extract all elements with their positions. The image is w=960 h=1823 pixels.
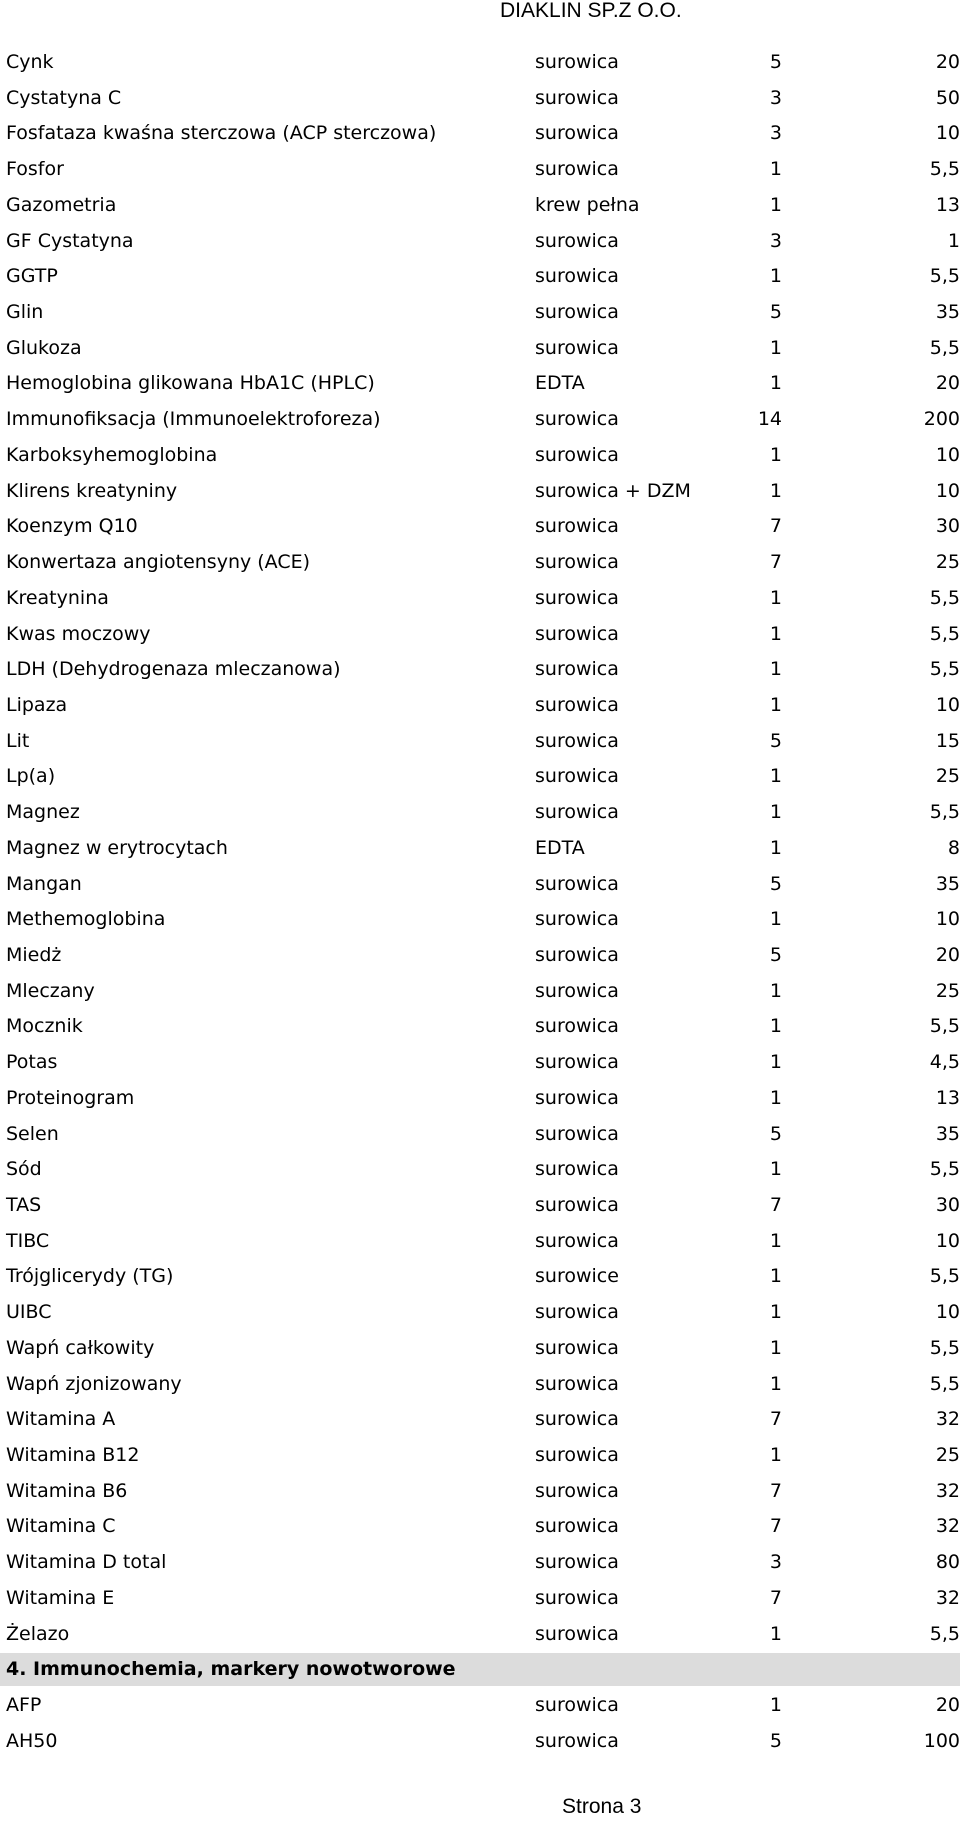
- sample-material: krew pełna: [535, 193, 640, 216]
- sample-material: surowica: [535, 1444, 619, 1467]
- section-header: [0, 1653, 960, 1686]
- table-row: [0, 759, 960, 795]
- sample-material: surowica: [535, 265, 619, 288]
- table-row: [0, 81, 960, 117]
- test-name: UIBC: [6, 1301, 52, 1324]
- table-row: [0, 1224, 960, 1260]
- test-name: Sód: [6, 1158, 42, 1181]
- test-price: 4,5: [929, 1051, 960, 1074]
- table-row: [0, 1295, 960, 1331]
- test-price: 32: [935, 1515, 960, 1538]
- test-name: Cystatyna C: [6, 86, 122, 109]
- test-price: 5,5: [929, 1265, 960, 1288]
- sample-material: surowica: [535, 336, 619, 359]
- sample-material: surowica: [535, 51, 619, 73]
- sample-material: surowica: [535, 765, 619, 788]
- turnaround-days: 1: [769, 586, 782, 609]
- table-row: [0, 688, 960, 724]
- test-name: Kreatynina: [6, 586, 109, 609]
- test-name: Mleczany: [6, 979, 95, 1002]
- test-price: 30: [935, 1194, 960, 1216]
- test-name: Kwas moczowy: [6, 622, 151, 645]
- test-name: GGTP: [6, 265, 58, 288]
- table-row: [0, 1331, 960, 1367]
- table-row: [0, 1117, 960, 1153]
- test-name: TIBC: [6, 1229, 50, 1252]
- sample-material: surowica: [535, 408, 619, 431]
- test-price: 13: [935, 193, 960, 216]
- test-name: LDH (Dehydrogenaza mleczanowa): [6, 658, 341, 681]
- table-row: [0, 1367, 960, 1403]
- test-price: 5,5: [929, 801, 960, 824]
- table-row: [0, 581, 960, 617]
- test-price: 25: [935, 1444, 960, 1467]
- table-row: [0, 152, 960, 188]
- turnaround-days: 1: [769, 1694, 782, 1717]
- sample-material: surowica: [535, 158, 619, 181]
- test-name: Magnez w erytrocytach: [6, 836, 228, 859]
- sample-material: EDTA: [535, 836, 585, 859]
- test-name: Lipaza: [6, 693, 68, 716]
- test-price: 80: [935, 1551, 960, 1574]
- sample-material: surowica: [535, 1194, 619, 1216]
- sample-material: surowica: [535, 693, 619, 716]
- turnaround-days: 5: [769, 1122, 782, 1145]
- sample-material: surowica: [535, 551, 619, 574]
- table-row: [0, 1438, 960, 1474]
- sample-material: surowica: [535, 1015, 619, 1038]
- test-name: AFP: [6, 1694, 42, 1717]
- sample-material: surowica + DZM: [535, 479, 691, 502]
- test-name: Fosfor: [6, 158, 64, 181]
- test-price: 5,5: [929, 158, 960, 181]
- test-price: 5,5: [929, 1336, 960, 1359]
- test-name: Żelazo: [6, 1622, 70, 1645]
- sample-material: surowica: [535, 872, 619, 895]
- test-name: AH50: [6, 1730, 58, 1753]
- test-name: Methemoglobina: [6, 908, 166, 931]
- test-name: Witamina E: [6, 1586, 115, 1609]
- test-price: 10: [935, 1229, 960, 1252]
- turnaround-days: 5: [769, 729, 782, 752]
- test-price: 200: [923, 408, 960, 431]
- table-row: [0, 652, 960, 688]
- turnaround-days: 5: [769, 301, 782, 324]
- test-name: Miedż: [6, 943, 62, 966]
- section-title: 4. Immunochemia, markery nowotworowe: [6, 1658, 456, 1681]
- table-body-chemistry: [0, 45, 960, 1652]
- sample-material: EDTA: [535, 372, 585, 395]
- sample-material: surowica: [535, 586, 619, 609]
- test-name: Witamina B6: [6, 1479, 128, 1502]
- test-name: Koenzym Q10: [6, 515, 138, 538]
- sample-material: surowica: [535, 1086, 619, 1109]
- table-row: [0, 509, 960, 545]
- table-row: [0, 1509, 960, 1545]
- table-row: [0, 545, 960, 581]
- sample-material: surowice: [535, 1265, 619, 1288]
- table-row: [0, 1545, 960, 1581]
- table-row: [0, 295, 960, 331]
- test-name: Potas: [6, 1051, 58, 1074]
- test-name: Wapń zjonizowany: [6, 1372, 182, 1395]
- turnaround-days: 1: [769, 336, 782, 359]
- page-number: Strona 3: [562, 1795, 642, 1818]
- table-row: [0, 1474, 960, 1510]
- turnaround-days: 1: [769, 1372, 782, 1395]
- turnaround-days: 1: [769, 622, 782, 645]
- test-price: 1: [947, 229, 960, 252]
- table-row: [0, 867, 960, 903]
- turnaround-days: 5: [769, 943, 782, 966]
- sample-material: surowica: [535, 1408, 619, 1431]
- test-name: Gazometria: [6, 193, 117, 216]
- test-name: Lit: [6, 729, 30, 752]
- test-name: Mocznik: [6, 1015, 83, 1038]
- table-row: [0, 1009, 960, 1045]
- test-price: 10: [935, 479, 960, 502]
- turnaround-days: 7: [769, 1194, 782, 1216]
- test-price: 35: [935, 1122, 960, 1145]
- sample-material: surowica: [535, 979, 619, 1002]
- test-name: TAS: [6, 1194, 42, 1216]
- sample-material: surowica: [535, 729, 619, 752]
- test-name: Karboksyhemoglobina: [6, 443, 218, 466]
- table-row: [0, 724, 960, 760]
- turnaround-days: 5: [769, 872, 782, 895]
- table-row: [0, 331, 960, 367]
- table-row: [0, 1152, 960, 1188]
- test-price: 5,5: [929, 586, 960, 609]
- turnaround-days: 7: [769, 1479, 782, 1502]
- test-price: 32: [935, 1586, 960, 1609]
- turnaround-days: 1: [769, 1015, 782, 1038]
- turnaround-days: 1: [769, 158, 782, 181]
- sample-material: surowica: [535, 1586, 619, 1609]
- table-row: [0, 474, 960, 510]
- table-row: [0, 1188, 960, 1224]
- sample-material: surowica: [535, 622, 619, 645]
- sample-material: surowica: [535, 86, 619, 109]
- turnaround-days: 3: [769, 86, 782, 109]
- turnaround-days: 7: [769, 515, 782, 538]
- turnaround-days: 5: [769, 51, 782, 73]
- test-price: 15: [935, 729, 960, 752]
- sample-material: surowica: [535, 1730, 619, 1753]
- test-name: Wapń całkowity: [6, 1336, 155, 1359]
- turnaround-days: 1: [769, 1336, 782, 1359]
- turnaround-days: 7: [769, 1586, 782, 1609]
- test-price: 5,5: [929, 1372, 960, 1395]
- turnaround-days: 1: [769, 908, 782, 931]
- test-price: 20: [935, 372, 960, 395]
- sample-material: surowica: [535, 1515, 619, 1538]
- test-price: 5,5: [929, 336, 960, 359]
- turnaround-days: 3: [769, 122, 782, 145]
- test-price: 32: [935, 1479, 960, 1502]
- test-price: 5,5: [929, 1622, 960, 1645]
- test-name: Hemoglobina glikowana HbA1C (HPLC): [6, 372, 375, 395]
- test-name: Witamina A: [6, 1408, 116, 1431]
- table-row: [0, 402, 960, 438]
- test-price: 8: [947, 836, 960, 859]
- test-name: Klirens kreatyniny: [6, 479, 178, 502]
- test-price: 10: [935, 908, 960, 931]
- sample-material: surowica: [535, 658, 619, 681]
- price-table: [0, 45, 960, 1760]
- turnaround-days: 3: [769, 229, 782, 252]
- test-price: 100: [923, 1730, 960, 1753]
- test-price: 20: [935, 943, 960, 966]
- sample-material: surowica: [535, 1372, 619, 1395]
- turnaround-days: 1: [769, 479, 782, 502]
- test-price: 35: [935, 301, 960, 324]
- test-name: Proteinogram: [6, 1086, 135, 1109]
- sample-material: surowica: [535, 908, 619, 931]
- turnaround-days: 1: [769, 1301, 782, 1324]
- table-body-immunochemistry: [0, 1688, 960, 1759]
- test-name: Magnez: [6, 801, 80, 824]
- table-row: [0, 795, 960, 831]
- test-price: 32: [935, 1408, 960, 1431]
- company-name: DIAKLIN SP.Z O.O.: [500, 0, 682, 22]
- sample-material: surowica: [535, 1301, 619, 1324]
- sample-material: surowica: [535, 443, 619, 466]
- sample-material: surowica: [535, 943, 619, 966]
- test-name: Glin: [6, 301, 44, 324]
- test-price: 20: [935, 51, 960, 73]
- turnaround-days: 1: [769, 1622, 782, 1645]
- test-name: Trójglicerydy (TG): [6, 1265, 174, 1288]
- turnaround-days: 7: [769, 551, 782, 574]
- table-row: [0, 1081, 960, 1117]
- turnaround-days: 7: [769, 1408, 782, 1431]
- sample-material: surowica: [535, 801, 619, 824]
- test-price: 5,5: [929, 265, 960, 288]
- test-price: 20: [935, 1694, 960, 1717]
- sample-material: surowica: [535, 1336, 619, 1359]
- test-price: 10: [935, 1301, 960, 1324]
- test-name: Selen: [6, 1122, 59, 1145]
- test-name: Witamina D total: [6, 1551, 167, 1574]
- table-row: [0, 224, 960, 260]
- turnaround-days: 1: [769, 801, 782, 824]
- sample-material: surowica: [535, 122, 619, 145]
- turnaround-days: 1: [769, 836, 782, 859]
- sample-material: surowica: [535, 1622, 619, 1645]
- turnaround-days: 1: [769, 979, 782, 1002]
- table-row: [0, 1581, 960, 1617]
- sample-material: surowica: [535, 229, 619, 252]
- table-row: [0, 1724, 960, 1760]
- turnaround-days: 1: [769, 193, 782, 216]
- sample-material: surowica: [535, 1551, 619, 1574]
- turnaround-days: 1: [769, 1265, 782, 1288]
- sample-material: surowica: [535, 1694, 619, 1717]
- test-price: 35: [935, 872, 960, 895]
- test-name: Witamina B12: [6, 1444, 140, 1467]
- test-name: Konwertaza angiotensyny (ACE): [6, 551, 311, 574]
- sample-material: surowica: [535, 515, 619, 538]
- document-header: [500, 0, 725, 22]
- sample-material: surowica: [535, 301, 619, 324]
- test-price: 30: [935, 515, 960, 538]
- test-price: 25: [935, 765, 960, 788]
- page-footer: [562, 1794, 641, 1820]
- test-name: Immunofiksacja (Immunoelektroforeza): [6, 408, 381, 431]
- table-row: [0, 45, 960, 81]
- turnaround-days: 1: [769, 658, 782, 681]
- table-row: [0, 1402, 960, 1438]
- turnaround-days: 7: [769, 1515, 782, 1538]
- table-row: [0, 438, 960, 474]
- turnaround-days: 1: [769, 1051, 782, 1074]
- table-row: [0, 1617, 960, 1653]
- sample-material: surowica: [535, 1122, 619, 1145]
- test-price: 10: [935, 693, 960, 716]
- turnaround-days: 3: [769, 1551, 782, 1574]
- test-price: 5,5: [929, 1158, 960, 1181]
- turnaround-days: 1: [769, 765, 782, 788]
- sample-material: surowica: [535, 1479, 619, 1502]
- test-price: 10: [935, 443, 960, 466]
- table-row: [0, 1045, 960, 1081]
- test-price: 5,5: [929, 622, 960, 645]
- table-row: [0, 259, 960, 295]
- turnaround-days: 1: [769, 372, 782, 395]
- table-row: [0, 188, 960, 224]
- test-price: 50: [935, 86, 960, 109]
- test-name: Fosfataza kwaśna sterczowa (ACP sterczowa): [6, 122, 437, 145]
- turnaround-days: 1: [769, 1158, 782, 1181]
- turnaround-days: 14: [757, 408, 782, 431]
- test-name: Cynk: [6, 51, 54, 73]
- test-name: Lp(a): [6, 765, 56, 788]
- test-name: GF Cystatyna: [6, 229, 134, 252]
- test-price: 5,5: [929, 1015, 960, 1038]
- table-row: [0, 831, 960, 867]
- turnaround-days: 1: [769, 1229, 782, 1252]
- test-price: 10: [935, 122, 960, 145]
- test-name: Witamina C: [6, 1515, 116, 1538]
- table-row: [0, 116, 960, 152]
- table-row: [0, 1259, 960, 1295]
- test-name: Glukoza: [6, 336, 82, 359]
- table-row: [0, 366, 960, 402]
- test-price: 13: [935, 1086, 960, 1109]
- turnaround-days: 1: [769, 1444, 782, 1467]
- turnaround-days: 1: [769, 443, 782, 466]
- table-row: [0, 617, 960, 653]
- test-price: 25: [935, 551, 960, 574]
- table-row: [0, 902, 960, 938]
- turnaround-days: 1: [769, 693, 782, 716]
- turnaround-days: 1: [769, 1086, 782, 1109]
- sample-material: surowica: [535, 1229, 619, 1252]
- test-price: 25: [935, 979, 960, 1002]
- sample-material: surowica: [535, 1158, 619, 1181]
- sample-material: surowica: [535, 1051, 619, 1074]
- turnaround-days: 1: [769, 265, 782, 288]
- test-price: 5,5: [929, 658, 960, 681]
- test-name: Mangan: [6, 872, 82, 895]
- table-row: [0, 1688, 960, 1724]
- table-row: [0, 974, 960, 1010]
- turnaround-days: 5: [769, 1730, 782, 1753]
- table-row: [0, 938, 960, 974]
